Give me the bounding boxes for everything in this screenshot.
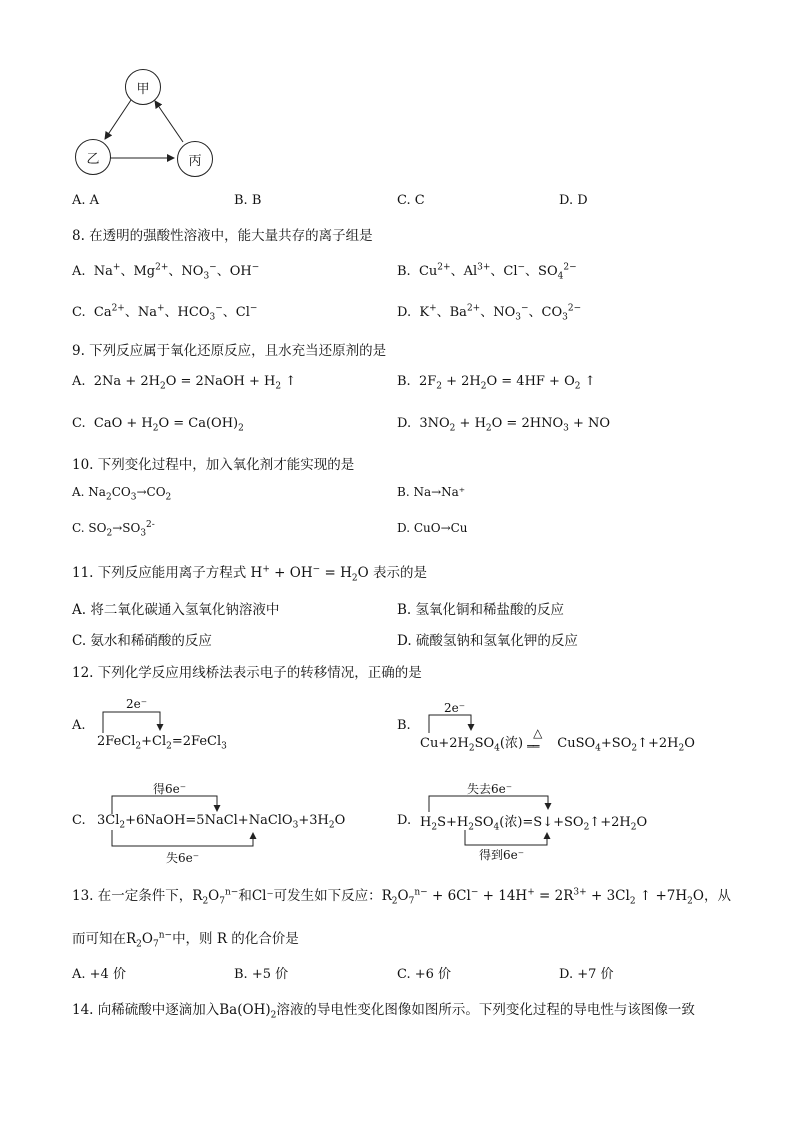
q11-option-c: C. 氨水和稀硝酸的反应 <box>72 633 212 649</box>
q14-stem: 14. 向稀硫酸中逐滴加入$Ba(OH)_2$溶液的导电性变化图像如图所示。下列变化过程的导电性与该图像一致 <box>72 1002 695 1021</box>
q12-a-equation: $2FeCl_2+Cl_2=2FeCl_3$ <box>97 734 227 752</box>
q8-stem: 8. 在透明的强酸性溶液中，能大量共存的离子组是 <box>72 228 373 244</box>
q12-a-label: 2e⁻ <box>126 697 148 711</box>
node-yi: 乙 <box>75 139 111 175</box>
q11-option-d: D. 硫酸氢钠和氢氧化钾的反应 <box>397 633 578 649</box>
q10-stem: 10. 下列变化过程中，加入氧化剂才能实现的是 <box>72 457 355 473</box>
q12-c-bottom-label: 失6e⁻ <box>166 851 200 865</box>
q12-d-equation: $H_2S+H_2SO_4$(浓)$=S↓+SO_2↑+2H_2O$ <box>420 815 648 833</box>
q12-b-label: 2e⁻ <box>444 701 466 715</box>
q11-stem: 11. 下列反应能用离子方程式 $H^+ + OH^- = H_2O$ 表示的是 <box>72 564 427 584</box>
q12-stem: 12. 下列化学反应用线桥法表示电子的转移情况，正确的是 <box>72 665 422 681</box>
q11-option-b: B. 氢氧化铜和稀盐酸的反应 <box>397 602 565 618</box>
q13-option-d: D. +7 价 <box>559 967 614 982</box>
q7-option-a: A. A <box>72 193 100 208</box>
q11-option-a: A. 将二氧化碳通入氢氧化钠溶液中 <box>72 602 280 618</box>
q7-option-d: D. D <box>559 193 588 208</box>
q13-stem: 13. 在一定条件下，$R_2O_7^{n-}$和Cl⁻可发生如下反应：$R_2O_7^{n-} + 6Cl^- + 14H^+ = 2R^{3+} + 3Cl_2$ ↑ $+7H_2O$，从 <box>72 887 731 907</box>
q8-option-a: A. Na+、$Mg^{2+}$、$NO_3^-$、OH− <box>72 262 260 282</box>
q12-d-top-label: 失去6e⁻ <box>467 782 513 796</box>
q12-d-bottom-label: 得到6e⁻ <box>479 848 525 862</box>
q9-option-b: B. $2F_2 + 2H_2O = 4HF + O_2$ ↑ <box>397 374 596 392</box>
q8-option-b: B. $Cu^{2+}$、$Al^{3+}$、Cl−、$SO_4^{2-}$ <box>397 262 577 282</box>
q8-option-c: C. $Ca^{2+}$、Na+、$HCO_3^-$、Cl− <box>72 303 258 323</box>
node-bing: 丙 <box>177 141 213 177</box>
q12-option-b-letter: B. <box>397 718 411 733</box>
q12-option-a-letter: A. <box>72 718 86 733</box>
q9-option-c: C. CaO + $H_2O = Ca(OH)_2$ <box>72 416 244 434</box>
q12-c-top-label: 得6e⁻ <box>153 782 187 796</box>
q7-option-b: B. B <box>234 193 262 208</box>
q10-option-c: C. $SO_2\to SO_3^{2-}$ <box>72 520 155 539</box>
q13-stem-line2: 而可知在$R_2O_7^{n-}$中，则 R 的化合价是 <box>72 930 299 950</box>
q10-option-d: D. CuO→Cu <box>397 521 468 535</box>
q8-option-d: D. K+、$Ba^{2+}$、$NO_3^-$、$CO_3^{2-}$ <box>397 303 582 323</box>
q12-c-equation: $3Cl_2+6NaOH=5NaCl+NaClO_3+3H_2O$ <box>97 813 346 831</box>
q13-option-a: A. +4 价 <box>72 967 126 982</box>
q12-option-d-letter: D. <box>397 813 412 828</box>
q9-stem: 9. 下列反应属于氧化还原反应，且水充当还原剂的是 <box>72 343 387 359</box>
q10-option-b: B. Na→Na⁺ <box>397 485 466 499</box>
q12-option-c-letter: C. <box>72 813 86 828</box>
q7-option-c: C. C <box>397 193 425 208</box>
q12-b-equation: $Cu+2H_2SO_4$(浓) △ ══ $CuSO_4+SO_2↑+2H_2O$ <box>420 726 695 754</box>
q13-option-b: B. +5 价 <box>234 967 289 982</box>
q10-option-a: A. $Na_2CO_3\to CO_2$ <box>72 485 172 503</box>
q9-option-a: A. $2Na + 2H_2O$ = 2NaOH + $H_2$ ↑ <box>72 374 297 392</box>
q9-option-d: D. $3NO_2 + H_2O = 2HNO_3$ + NO <box>397 416 611 434</box>
q13-option-c: C. +6 价 <box>397 967 452 982</box>
node-jia: 甲 <box>125 69 161 105</box>
